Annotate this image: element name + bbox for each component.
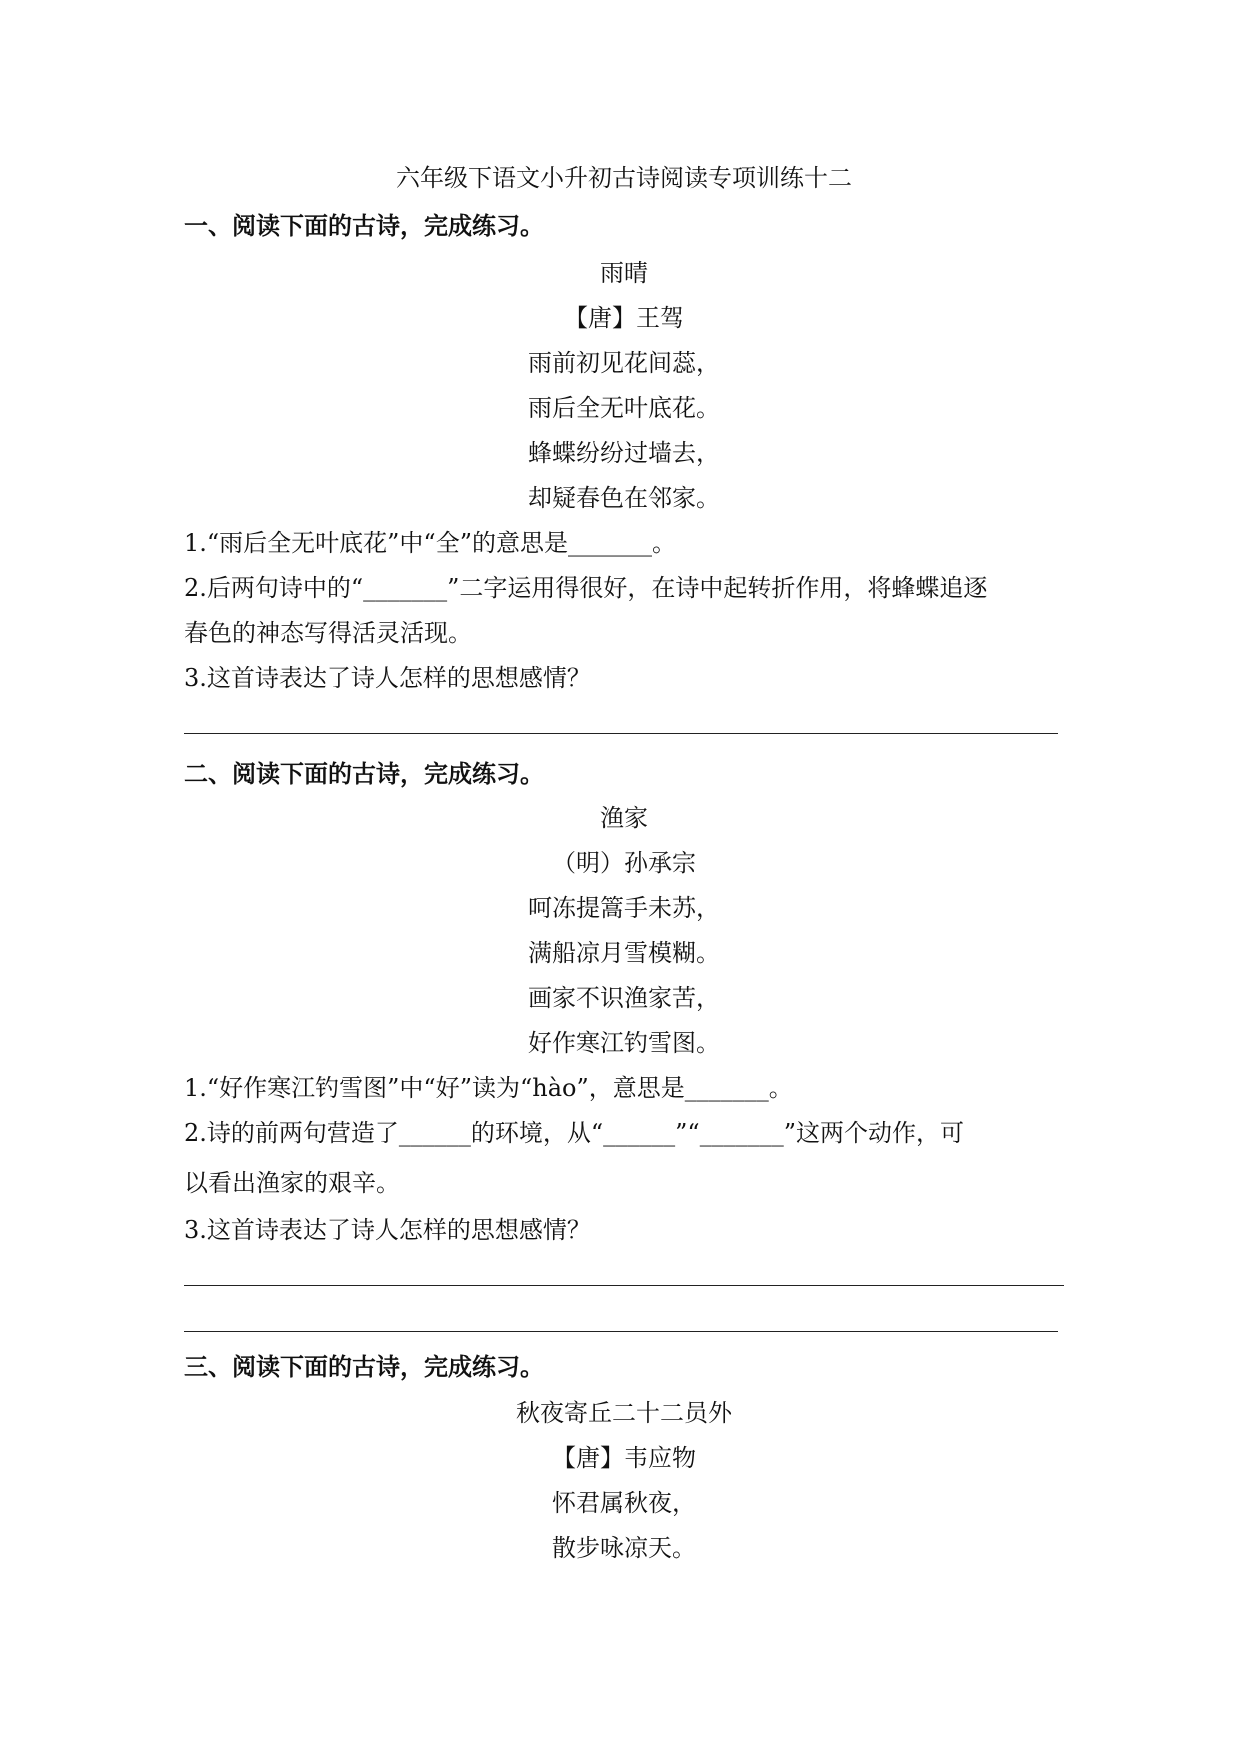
section-heading-1: 一、阅读下面的古诗，完成练习。 <box>184 212 544 240</box>
poem-line: 画家不识渔家苦， <box>528 984 720 1012</box>
document-title: 六年级下语文小升初古诗阅读专项训练十二 <box>396 164 852 192</box>
poem-line: 好作寒江钓雪图。 <box>528 1029 720 1057</box>
question-2-3: 3.这首诗表达了诗人怎样的思想感情？ <box>184 1216 591 1244</box>
poem-line: 蜂蝶纷纷过墙去， <box>528 439 720 467</box>
poem-author-2: （明）孙承宗 <box>552 849 696 877</box>
poem-author-1: 【唐】王驾 <box>564 304 684 332</box>
poem-title-3: 秋夜寄丘二十二员外 <box>516 1399 732 1427</box>
question-2-1: 1.“好作寒江钓雪图”中“好”读为“hào”，意思是_______。 <box>184 1074 793 1102</box>
poem-line: 呵冻提篙手未苏， <box>528 894 720 922</box>
answer-line <box>184 1331 1058 1332</box>
poem-author-3: 【唐】韦应物 <box>552 1444 696 1472</box>
poem-line: 雨前初见花间蕊， <box>528 349 720 377</box>
question-1-2-continued: 春色的神态写得活灵活现。 <box>184 619 472 647</box>
poem-line: 满船凉月雪模糊。 <box>528 939 720 967</box>
section-heading-2: 二、阅读下面的古诗，完成练习。 <box>184 760 544 788</box>
question-2-2-continued: 以看出渔家的艰辛。 <box>184 1169 400 1197</box>
poem-line: 散步咏凉天。 <box>552 1534 696 1562</box>
answer-line <box>184 733 1058 734</box>
question-2-2: 2.诗的前两句营造了______的环境，从“______”“_______”这两个动作，可 <box>184 1119 964 1147</box>
worksheet-page <box>184 0 1064 1754</box>
poem-title-2: 渔家 <box>600 804 648 832</box>
poem-line: 雨后全无叶底花。 <box>528 394 720 422</box>
question-1-3: 3.这首诗表达了诗人怎样的思想感情？ <box>184 664 591 692</box>
answer-line <box>184 1285 1064 1286</box>
section-heading-3: 三、阅读下面的古诗，完成练习。 <box>184 1353 544 1381</box>
question-1-2: 2.后两句诗中的“_______”二字运用得很好，在诗中起转折作用，将蜂蝶追逐 <box>184 574 988 602</box>
poem-title-1: 雨晴 <box>600 259 648 287</box>
question-1-1: 1.“雨后全无叶底花”中“全”的意思是_______。 <box>184 529 676 557</box>
poem-line: 却疑春色在邻家。 <box>528 484 720 512</box>
poem-line: 怀君属秋夜， <box>552 1489 696 1517</box>
